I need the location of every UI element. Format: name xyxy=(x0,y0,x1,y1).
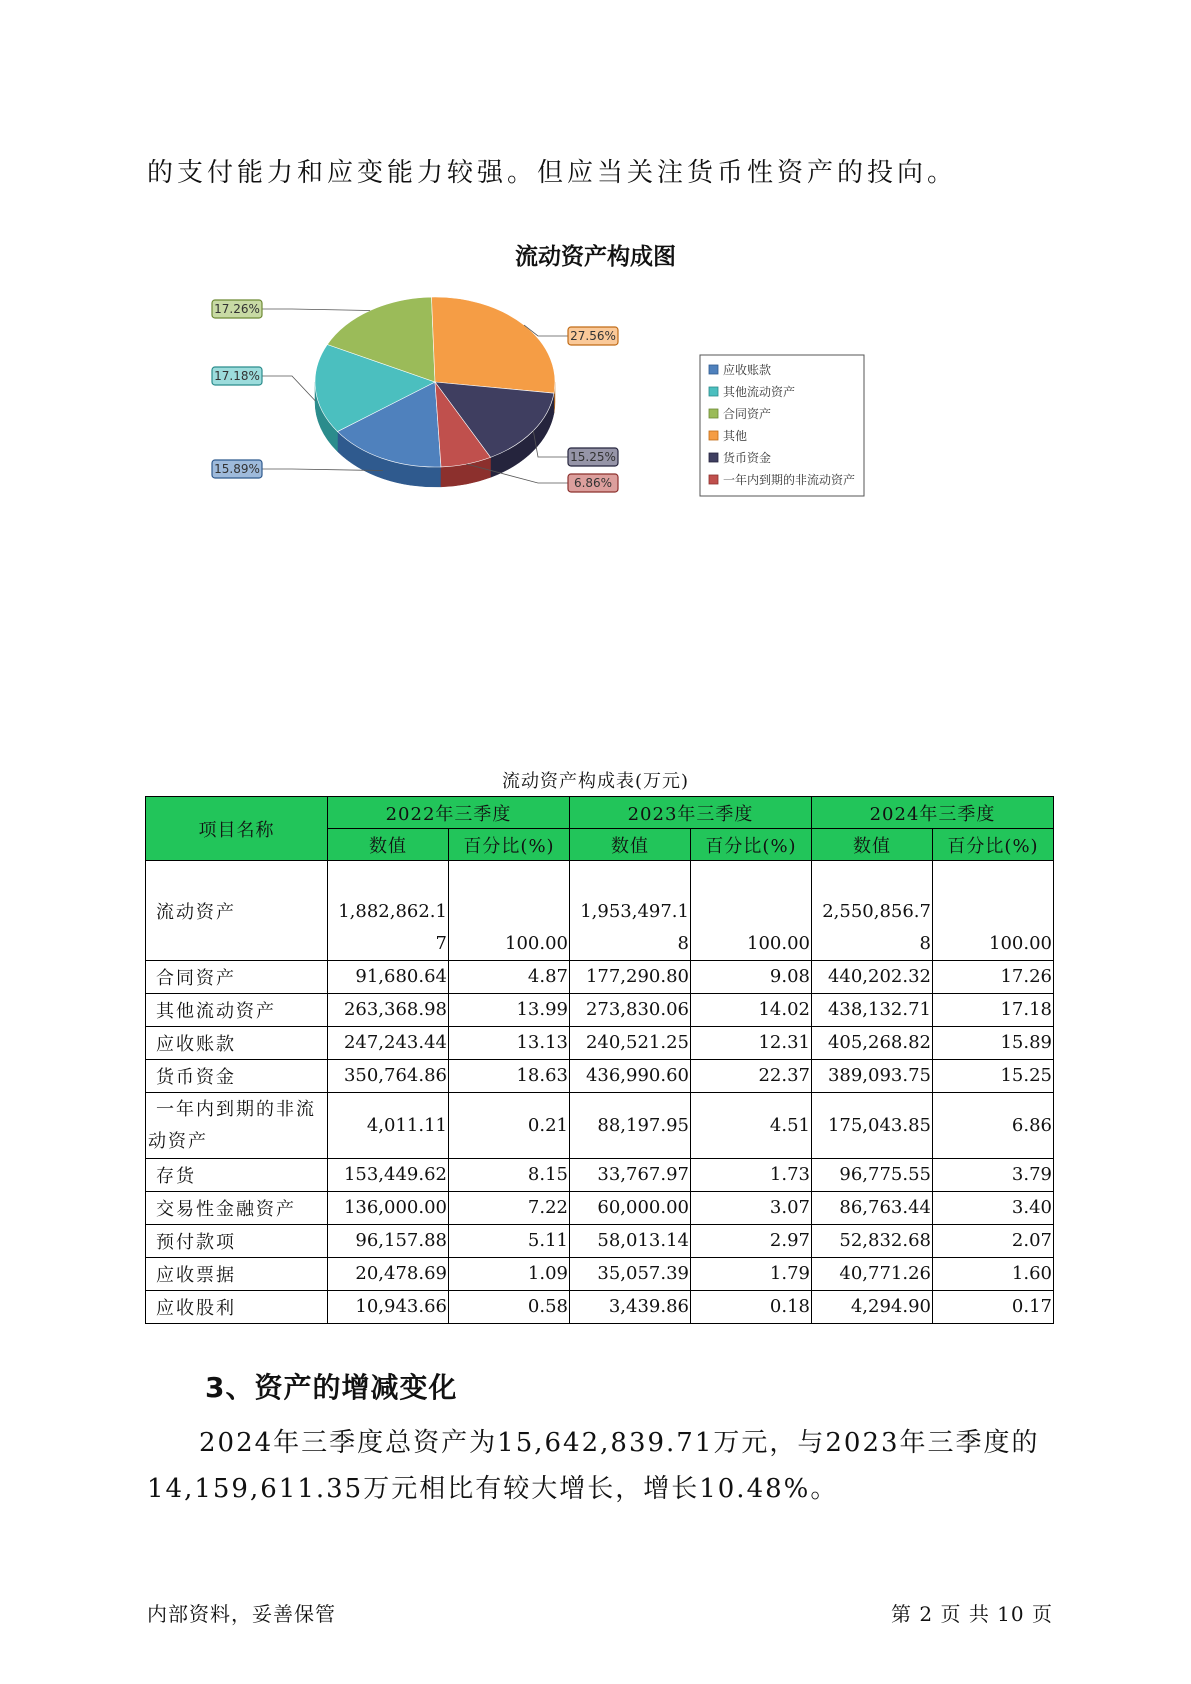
table-row xyxy=(146,1192,1054,1225)
row-value-2022: 263,368.98 xyxy=(328,994,449,1027)
row-pct-2023: 2.97 xyxy=(691,1225,812,1258)
footer-confidential-note: 内部资料，妥善保管 xyxy=(147,1602,336,1626)
row-pct-2023: 3.07 xyxy=(691,1192,812,1225)
row-pct-2023: 9.08 xyxy=(691,961,812,994)
row-item-name: 一年内到期的非流动资产 xyxy=(146,1093,328,1159)
row-pct-2023: 4.51 xyxy=(691,1093,812,1159)
row-pct-2024: 15.25 xyxy=(933,1060,1054,1093)
row-pct-2023: 14.02 xyxy=(691,994,812,1027)
intro-paragraph: 的支付能力和应变能力较强。但应当关注货币性资产的投向。 xyxy=(147,158,958,188)
header-period-2022: 2022年三季度 xyxy=(328,797,570,829)
table-row xyxy=(146,1093,1054,1159)
legend-swatch xyxy=(709,365,718,374)
pie-slice xyxy=(431,297,555,393)
row-item-name: 应收账款 xyxy=(146,1027,328,1060)
row-pct-2022: 7.22 xyxy=(449,1192,570,1225)
pie-leader-line xyxy=(262,309,370,311)
row-value-2022: 20,478.69 xyxy=(328,1258,449,1291)
row-pct-2024: 6.86 xyxy=(933,1093,1054,1159)
row-value-2024: 40,771.26 xyxy=(812,1258,933,1291)
legend-swatch xyxy=(709,387,718,396)
table-row xyxy=(146,1060,1054,1093)
pie-data-label: 17.26% xyxy=(214,302,260,316)
row-pct-2022: 100.00 xyxy=(449,861,570,961)
row-value-2022: 10,943.66 xyxy=(328,1291,449,1324)
table-row xyxy=(146,961,1054,994)
row-pct-2022: 0.21 xyxy=(449,1093,570,1159)
row-pct-2024: 100.00 xyxy=(933,861,1054,961)
row-value-2024: 389,093.75 xyxy=(812,1060,933,1093)
table-row xyxy=(146,1258,1054,1291)
row-pct-2023: 100.00 xyxy=(691,861,812,961)
row-value-2024: 438,132.71 xyxy=(812,994,933,1027)
row-pct-2024: 0.17 xyxy=(933,1291,1054,1324)
row-value-2023: 58,013.14 xyxy=(570,1225,691,1258)
legend-swatch xyxy=(709,409,718,418)
row-value-2023: 33,767.97 xyxy=(570,1159,691,1192)
header-pct-2022: 百分比(%) xyxy=(449,829,570,861)
chart-title: 流动资产构成图 xyxy=(515,244,676,270)
pie-data-label: 6.86% xyxy=(573,476,613,490)
current-assets-table xyxy=(145,796,1054,1324)
header-period-2024: 2024年三季度 xyxy=(812,797,1054,829)
header-value-2022: 数值 xyxy=(328,829,449,861)
row-value-2024: 440,202.32 xyxy=(812,961,933,994)
row-value-2022: 153,449.62 xyxy=(328,1159,449,1192)
row-value-2022: 350,764.86 xyxy=(328,1060,449,1093)
header-period-2023: 2023年三季度 xyxy=(570,797,812,829)
row-value-2023: 60,000.00 xyxy=(570,1192,691,1225)
header-pct-2023: 百分比(%) xyxy=(691,829,812,861)
row-value-2024: 405,268.82 xyxy=(812,1027,933,1060)
row-pct-2024: 3.79 xyxy=(933,1159,1054,1192)
row-item-name: 应收票据 xyxy=(146,1258,328,1291)
row-value-2024: 4,294.90 xyxy=(812,1291,933,1324)
row-item-name: 流动资产 xyxy=(146,861,328,961)
row-value-2023: 177,290.80 xyxy=(570,961,691,994)
legend-swatch xyxy=(709,453,718,462)
table-caption: 流动资产构成表(万元) xyxy=(501,771,690,792)
header-pct-2024: 百分比(%) xyxy=(933,829,1054,861)
legend-label: 一年内到期的非流动资产 xyxy=(723,473,856,487)
row-item-name: 交易性金融资产 xyxy=(146,1192,328,1225)
pie-data-label: 27.56% xyxy=(570,329,616,343)
row-value-2022: 91,680.64 xyxy=(328,961,449,994)
row-pct-2024: 1.60 xyxy=(933,1258,1054,1291)
row-item-name: 合同资产 xyxy=(146,961,328,994)
row-pct-2022: 4.87 xyxy=(449,961,570,994)
row-value-2024: 52,832.68 xyxy=(812,1225,933,1258)
pie-data-label: 15.25% xyxy=(570,450,616,464)
legend-label: 应收账款 xyxy=(723,363,772,377)
row-value-2023: 35,057.39 xyxy=(570,1258,691,1291)
row-value-2024: 86,763.44 xyxy=(812,1192,933,1225)
row-value-2023: 240,521.25 xyxy=(570,1027,691,1060)
footer-page-number: 第 2 页 共 10 页 xyxy=(891,1602,1053,1626)
legend-swatch xyxy=(709,475,718,484)
row-pct-2022: 18.63 xyxy=(449,1060,570,1093)
pie-data-label: 15.89% xyxy=(214,462,260,476)
row-pct-2022: 5.11 xyxy=(449,1225,570,1258)
table-header-row xyxy=(146,797,1054,829)
legend-label: 货币资金 xyxy=(723,451,772,465)
summary-paragraph: 2024年三季度总资产为15,642,839.71万元，与2023年三季度的14,159,611.35万元相比有较大增长，增长10.48%。 xyxy=(147,1428,1040,1504)
row-pct-2022: 13.13 xyxy=(449,1027,570,1060)
row-pct-2022: 0.58 xyxy=(449,1291,570,1324)
row-item-name: 货币资金 xyxy=(146,1060,328,1093)
legend-label: 其他流动资产 xyxy=(723,385,796,399)
row-value-2022: 1,882,862.17 xyxy=(328,861,449,961)
row-item-name: 预付款项 xyxy=(146,1225,328,1258)
row-item-name: 存货 xyxy=(146,1159,328,1192)
row-value-2023: 3,439.86 xyxy=(570,1291,691,1324)
section-heading: 3、资产的增减变化 xyxy=(205,1371,458,1404)
pie-data-label: 17.18% xyxy=(214,369,260,383)
table-row xyxy=(146,994,1054,1027)
row-pct-2024: 3.40 xyxy=(933,1192,1054,1225)
table-row xyxy=(146,1159,1054,1192)
row-item-name: 应收股利 xyxy=(146,1291,328,1324)
header-value-2024: 数值 xyxy=(812,829,933,861)
row-value-2023: 436,990.60 xyxy=(570,1060,691,1093)
row-pct-2023: 0.18 xyxy=(691,1291,812,1324)
row-item-name: 其他流动资产 xyxy=(146,994,328,1027)
current-assets-pie-chart xyxy=(190,300,890,540)
row-pct-2024: 17.26 xyxy=(933,961,1054,994)
pie-leader-line xyxy=(262,376,315,401)
table-row xyxy=(146,1027,1054,1060)
table-row xyxy=(146,1291,1054,1324)
row-value-2022: 4,011.11 xyxy=(328,1093,449,1159)
row-pct-2023: 12.31 xyxy=(691,1027,812,1060)
header-item-name: 项目名称 xyxy=(146,797,328,861)
row-pct-2023: 1.73 xyxy=(691,1159,812,1192)
row-value-2023: 88,197.95 xyxy=(570,1093,691,1159)
row-value-2023: 1,953,497.18 xyxy=(570,861,691,961)
table-row xyxy=(146,861,1054,961)
legend-label: 合同资产 xyxy=(723,407,772,421)
row-pct-2024: 2.07 xyxy=(933,1225,1054,1258)
row-pct-2022: 1.09 xyxy=(449,1258,570,1291)
row-value-2024: 175,043.85 xyxy=(812,1093,933,1159)
row-value-2022: 247,243.44 xyxy=(328,1027,449,1060)
legend-label: 其他 xyxy=(723,429,748,443)
row-value-2022: 96,157.88 xyxy=(328,1225,449,1258)
row-value-2024: 96,775.55 xyxy=(812,1159,933,1192)
row-pct-2022: 13.99 xyxy=(449,994,570,1027)
row-pct-2024: 17.18 xyxy=(933,994,1054,1027)
row-pct-2023: 1.79 xyxy=(691,1258,812,1291)
table-row xyxy=(146,1225,1054,1258)
row-pct-2023: 22.37 xyxy=(691,1060,812,1093)
row-value-2023: 273,830.06 xyxy=(570,994,691,1027)
row-pct-2022: 8.15 xyxy=(449,1159,570,1192)
row-value-2024: 2,550,856.78 xyxy=(812,861,933,961)
legend-swatch xyxy=(709,431,718,440)
row-pct-2024: 15.89 xyxy=(933,1027,1054,1060)
row-value-2022: 136,000.00 xyxy=(328,1192,449,1225)
header-value-2023: 数值 xyxy=(570,829,691,861)
